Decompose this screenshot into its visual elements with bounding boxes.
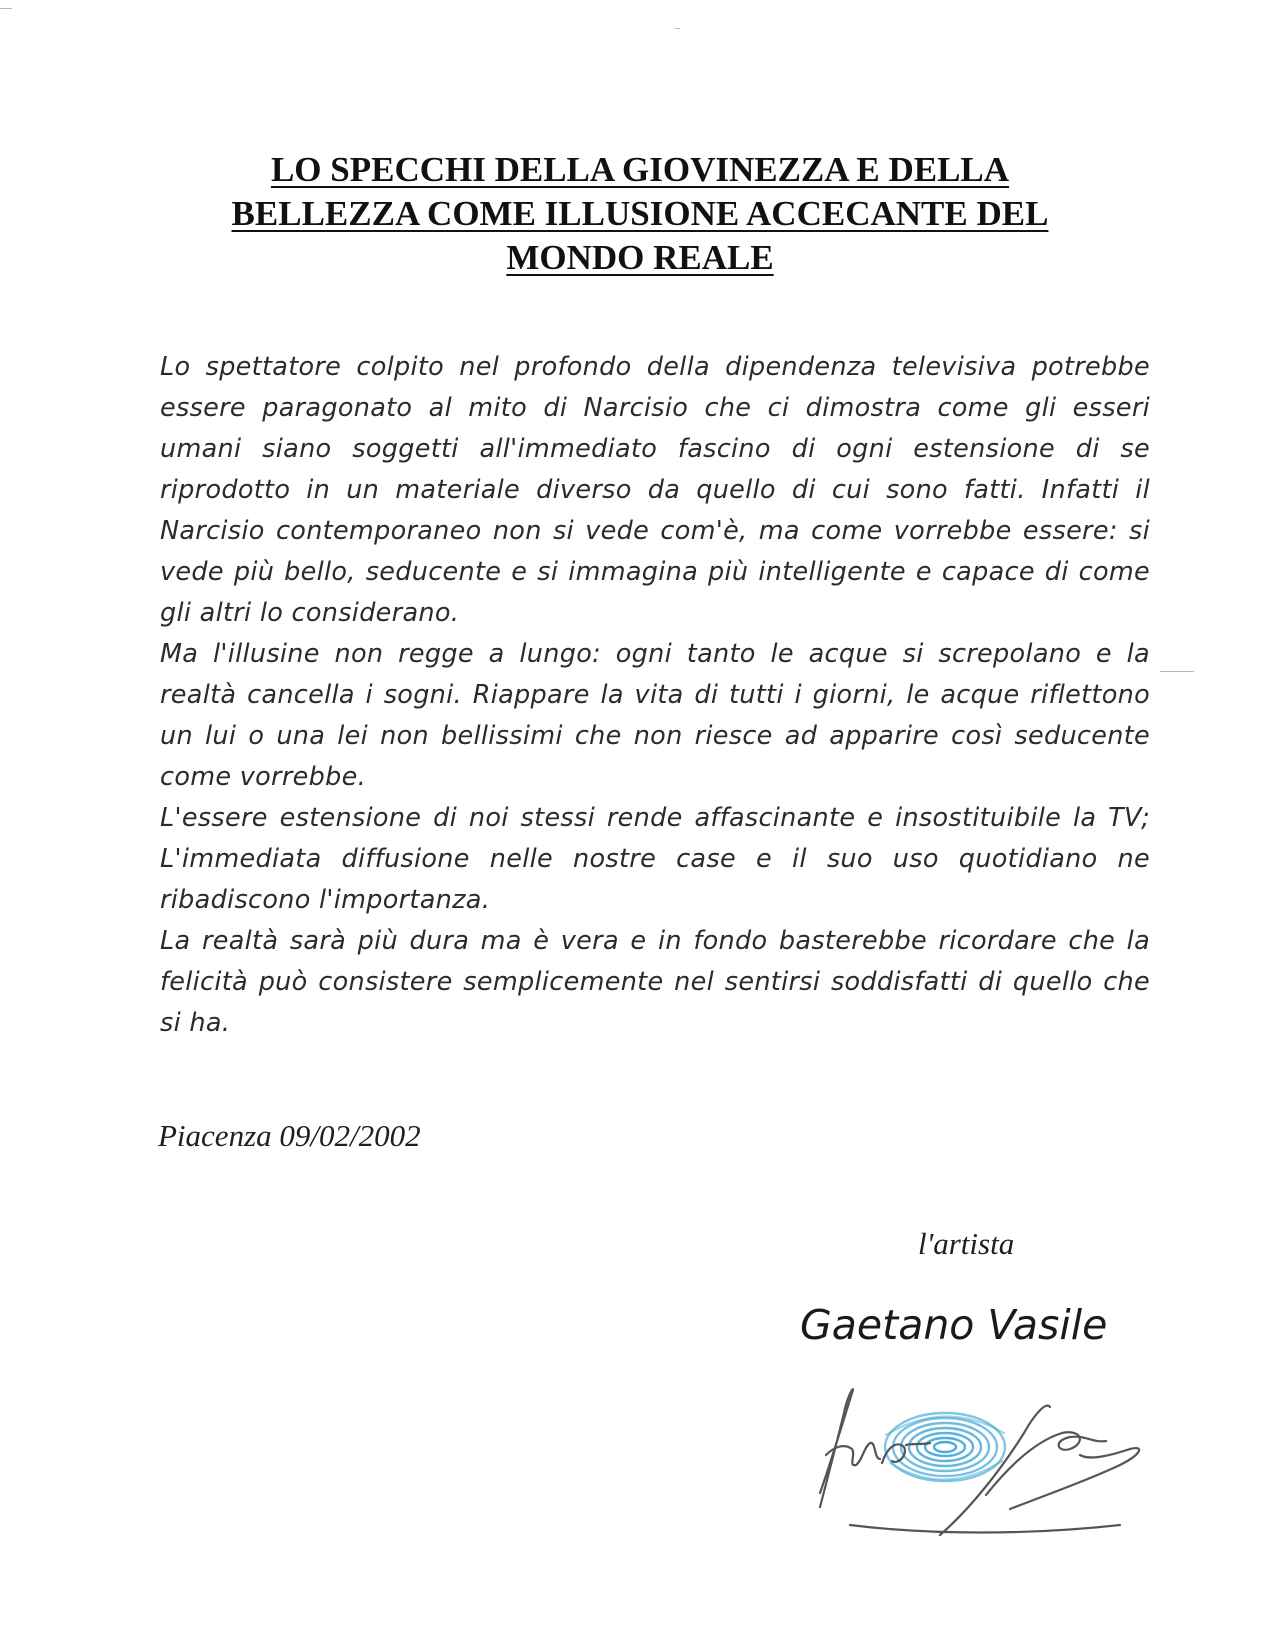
title-line: MONDO REALE: [506, 238, 774, 277]
scan-mark-corner: [0, 8, 12, 9]
scan-mark-top: [675, 28, 680, 29]
author-name: Gaetano Vasile: [800, 1301, 1108, 1349]
paragraph: La realtà sarà più dura ma è vera e in fondo basterebbe ricordare che la felicità può consistere semplicemente nel sentirsi soddisfatti di quello che si ha.: [160, 926, 1150, 1038]
body-text: [160, 347, 1150, 1044]
scan-mark-right: [1160, 671, 1194, 672]
paragraph: L'essere estensione di noi stessi rende affascinante e insostituibile la TV; L'immediata diffusione nelle nostre case e il suo uso quotidiano ne ribadiscono l'importanza.: [160, 803, 1150, 915]
document-title: [140, 148, 1140, 280]
author-role: l'artista: [918, 1226, 1015, 1261]
place-and-date: Piacenza 09/02/2002: [158, 1118, 421, 1153]
paragraph: Lo spettatore colpito nel profondo della dipendenza televisiva potrebbe essere paragonato al mito di Narcisio che ci dimostra come gli esseri umani siano soggetti all'immediato fascino di ogni estensione di se riprodotto in un materiale diverso da quello di cui sono fatti. Infatti il Narcisio contemporaneo non si vede com'è, ma come vorrebbe essere: si vede più bello, seducente e si immagina più intelligente e capace di come gli altri lo considerano.: [160, 352, 1150, 628]
title-line: BELLEZZA COME ILLUSIONE ACCECANTE DEL: [231, 194, 1049, 233]
signature-with-fingerprint: [790, 1385, 1170, 1545]
title-line: LO SPECCHI DELLA GIOVINEZZA E DELLA: [270, 150, 1010, 189]
paragraph: Ma l'illusine non regge a lungo: ogni tanto le acque si screpolano e la realtà cancella i sogni. Riappare la vita di tutti i giorni, le acque riflettono un lui o una lei non bellissimi che non riesce ad apparire così seducente come vorrebbe.: [160, 639, 1150, 792]
